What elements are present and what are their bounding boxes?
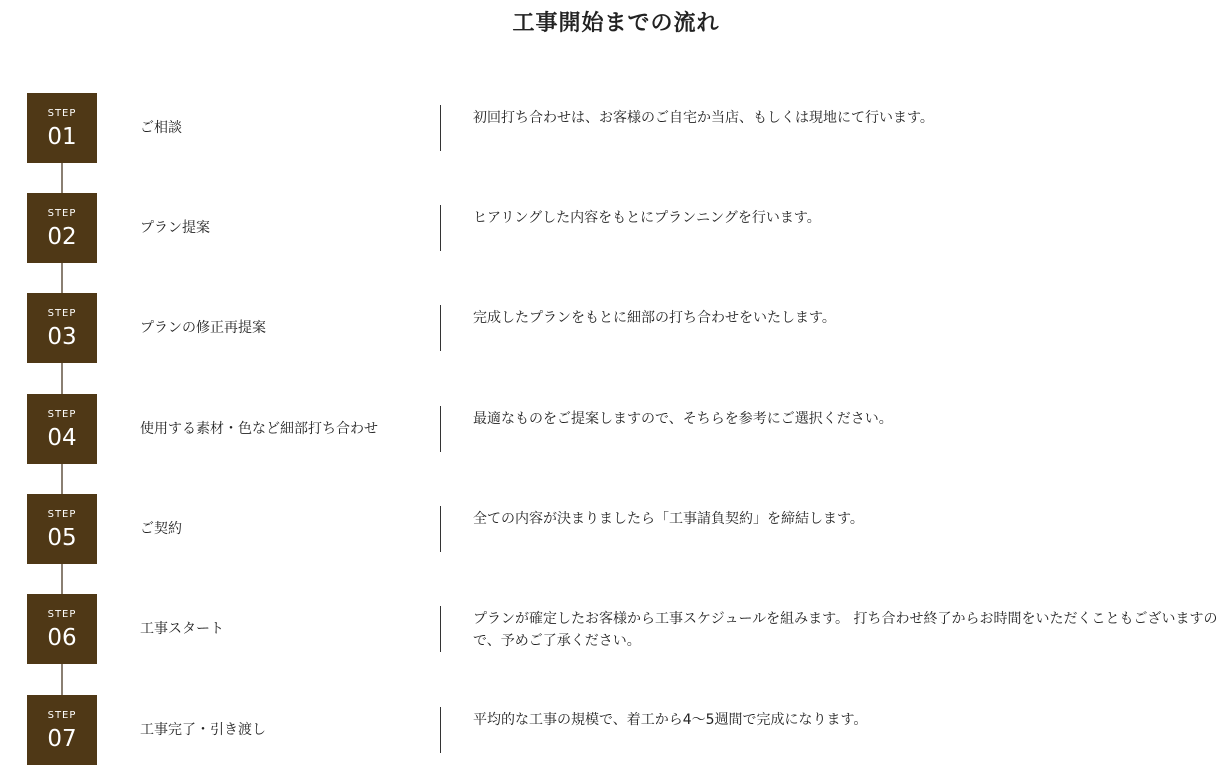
step-title: プラン提案 xyxy=(140,220,210,236)
step-badge xyxy=(27,293,97,363)
step-label: STEP xyxy=(47,208,77,219)
step-number: 06 xyxy=(47,625,77,651)
step-description: 全ての内容が決まりましたら「工事請負契約」を締結します。 xyxy=(473,511,864,527)
step-title: 工事スタート xyxy=(140,621,224,637)
step-item xyxy=(0,494,1232,564)
step-badge xyxy=(27,193,97,263)
step-item xyxy=(0,93,1232,163)
step-label: STEP xyxy=(47,710,77,721)
step-title: ご相談 xyxy=(140,120,182,136)
step-number: 05 xyxy=(47,525,77,551)
step-item xyxy=(0,193,1232,263)
step-divider xyxy=(440,105,441,151)
step-description: 完成したプランをもとに細部の打ち合わせをいたします。 xyxy=(473,310,836,326)
step-description: プランが確定したお客様から工事スケジュールを組みます。 打ち合わせ終了からお時間をいただくこともございますので、予めご了承ください。 xyxy=(473,611,1218,649)
step-badge xyxy=(27,93,97,163)
step-number: 07 xyxy=(47,726,77,752)
step-label: STEP xyxy=(47,609,77,620)
page-title: 工事開始までの流れ xyxy=(512,11,720,36)
step-number: 01 xyxy=(47,124,77,150)
step-divider xyxy=(440,305,441,351)
step-description: 平均的な工事の規模で、着工から4〜5週間で完成になります。 xyxy=(473,712,868,728)
step-title: ご契約 xyxy=(140,521,182,537)
step-description: 最適なものをご提案しますので、そちらを参考にご選択ください。 xyxy=(473,411,893,427)
step-badge xyxy=(27,594,97,664)
step-item xyxy=(0,695,1232,765)
step-divider xyxy=(440,406,441,452)
step-label: STEP xyxy=(47,509,77,520)
step-title: 工事完了・引き渡し xyxy=(140,722,266,738)
step-label: STEP xyxy=(47,108,77,119)
step-badge xyxy=(27,695,97,765)
step-divider xyxy=(440,506,441,552)
step-number: 04 xyxy=(47,425,77,451)
step-number: 02 xyxy=(47,224,77,250)
step-label: STEP xyxy=(47,308,77,319)
step-item xyxy=(0,293,1232,363)
step-number: 03 xyxy=(47,324,77,350)
step-divider xyxy=(440,707,441,753)
step-title: 使用する素材・色など細部打ち合わせ xyxy=(140,421,378,437)
step-badge xyxy=(27,494,97,564)
step-label: STEP xyxy=(47,409,77,420)
step-description: 初回打ち合わせは、お客様のご自宅か当店、もしくは現地にて行います。 xyxy=(473,110,934,126)
step-description: ヒアリングした内容をもとにプランニングを行います。 xyxy=(473,210,821,226)
step-badge xyxy=(27,394,97,464)
step-item xyxy=(0,594,1232,664)
step-divider xyxy=(440,205,441,251)
step-divider xyxy=(440,606,441,652)
step-item xyxy=(0,394,1232,464)
step-title: プランの修正再提案 xyxy=(140,320,266,336)
